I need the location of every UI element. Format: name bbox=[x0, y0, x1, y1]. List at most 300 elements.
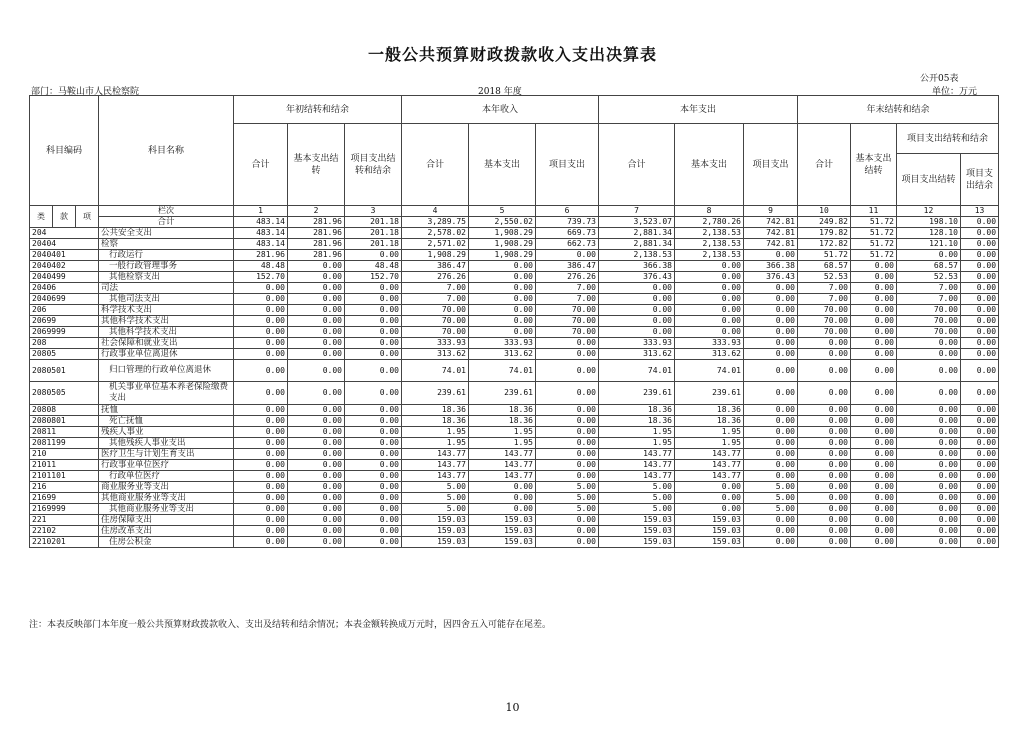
subject-name: 住房公积金 bbox=[99, 537, 234, 548]
subject-code: 2101101 bbox=[30, 471, 99, 482]
value-cell: 0.00 bbox=[851, 526, 897, 537]
value-cell: 0.00 bbox=[897, 504, 961, 515]
value-cell: 18.36 bbox=[599, 405, 675, 416]
header-basic: 基本支出 bbox=[469, 124, 536, 206]
table-row bbox=[30, 261, 999, 272]
table-row bbox=[30, 283, 999, 294]
value-cell: 128.10 bbox=[897, 228, 961, 239]
subject-name: 行政单位医疗 bbox=[99, 471, 234, 482]
value-cell: 0.00 bbox=[234, 305, 288, 316]
value-cell: 0.00 bbox=[288, 427, 345, 438]
value-cell: 0.00 bbox=[345, 283, 402, 294]
value-cell: 239.61 bbox=[599, 382, 675, 405]
value-cell: 0.00 bbox=[851, 493, 897, 504]
value-cell: 48.48 bbox=[234, 261, 288, 272]
value-cell: 376.43 bbox=[744, 272, 798, 283]
table-row bbox=[30, 382, 999, 405]
value-cell: 0.00 bbox=[599, 305, 675, 316]
value-cell: 143.77 bbox=[599, 449, 675, 460]
value-cell: 1.95 bbox=[599, 438, 675, 449]
value-cell: 0.00 bbox=[961, 471, 999, 482]
table-row bbox=[30, 338, 999, 349]
value-cell: 159.03 bbox=[675, 515, 744, 526]
subject-name: 行政事业单位离退休 bbox=[99, 349, 234, 360]
value-cell: 276.26 bbox=[536, 272, 599, 283]
subject-name: 归口管理的行政单位离退休 bbox=[99, 360, 234, 382]
table-row bbox=[30, 427, 999, 438]
subject-code: 22102 bbox=[30, 526, 99, 537]
value-cell: 366.38 bbox=[744, 261, 798, 272]
value-cell: 0.00 bbox=[234, 427, 288, 438]
value-cell: 70.00 bbox=[897, 305, 961, 316]
subject-code: 21011 bbox=[30, 460, 99, 471]
value-cell: 0.00 bbox=[234, 382, 288, 405]
document-title: 一般公共预算财政拨款收入支出决算表 bbox=[367, 45, 657, 64]
value-cell: 0.00 bbox=[345, 294, 402, 305]
value-cell: 0.00 bbox=[961, 382, 999, 405]
value-cell: 0.00 bbox=[851, 338, 897, 349]
value-cell: 0.00 bbox=[798, 405, 851, 416]
value-cell: 179.82 bbox=[798, 228, 851, 239]
value-cell: 1.95 bbox=[402, 427, 469, 438]
col-number: 11 bbox=[851, 206, 897, 217]
value-cell: 5.00 bbox=[744, 504, 798, 515]
value-cell: 5.00 bbox=[536, 504, 599, 515]
value-cell: 159.03 bbox=[599, 526, 675, 537]
value-cell: 0.00 bbox=[897, 515, 961, 526]
value-cell: 159.03 bbox=[402, 515, 469, 526]
value-cell: 0.00 bbox=[798, 382, 851, 405]
value-cell: 0.00 bbox=[897, 250, 961, 261]
value-cell: 0.00 bbox=[469, 283, 536, 294]
subject-name: 一般行政管理事务 bbox=[99, 261, 234, 272]
value-cell: 18.36 bbox=[599, 416, 675, 427]
value-cell: 1.95 bbox=[469, 427, 536, 438]
value-cell: 0.00 bbox=[851, 272, 897, 283]
value-cell: 0.00 bbox=[345, 493, 402, 504]
value-cell: 0.00 bbox=[675, 283, 744, 294]
subject-name: 行政事业单位医疗 bbox=[99, 460, 234, 471]
subject-code: 2080501 bbox=[30, 360, 99, 382]
value-cell: 70.00 bbox=[536, 305, 599, 316]
table-row bbox=[30, 316, 999, 327]
value-cell: 0.00 bbox=[469, 272, 536, 283]
value-cell: 0.00 bbox=[851, 449, 897, 460]
subject-code: 21699 bbox=[30, 493, 99, 504]
value-cell: 121.10 bbox=[897, 239, 961, 250]
value-cell: 143.77 bbox=[469, 460, 536, 471]
subject-code: 20406 bbox=[30, 283, 99, 294]
fiscal-year: 2018 年度 bbox=[478, 87, 522, 97]
value-cell: 159.03 bbox=[402, 526, 469, 537]
value-cell: 0.00 bbox=[851, 382, 897, 405]
header-project-carry: 项目支出结转和结余 bbox=[345, 124, 402, 206]
value-cell: 0.00 bbox=[345, 416, 402, 427]
table-row bbox=[30, 360, 999, 382]
value-cell: 0.00 bbox=[234, 449, 288, 460]
table-row bbox=[30, 493, 999, 504]
total-cell: 0.00 bbox=[961, 217, 999, 228]
value-cell: 0.00 bbox=[675, 327, 744, 338]
value-cell: 0.00 bbox=[798, 438, 851, 449]
value-cell: 0.00 bbox=[234, 526, 288, 537]
value-cell: 7.00 bbox=[402, 294, 469, 305]
header-project: 项目支出 bbox=[744, 124, 798, 206]
subject-code: 2069999 bbox=[30, 327, 99, 338]
table-row bbox=[30, 294, 999, 305]
value-cell: 0.00 bbox=[851, 515, 897, 526]
table-row bbox=[30, 327, 999, 338]
value-cell: 0.00 bbox=[744, 471, 798, 482]
header-xiang: 项 bbox=[76, 206, 99, 228]
table-row bbox=[30, 405, 999, 416]
value-cell: 742.81 bbox=[744, 239, 798, 250]
total-cell: 3,523.07 bbox=[599, 217, 675, 228]
subject-name: 公共安全支出 bbox=[99, 228, 234, 239]
value-cell: 143.77 bbox=[675, 460, 744, 471]
value-cell: 662.73 bbox=[536, 239, 599, 250]
value-cell: 68.57 bbox=[897, 261, 961, 272]
value-cell: 0.00 bbox=[798, 449, 851, 460]
value-cell: 143.77 bbox=[402, 449, 469, 460]
value-cell: 0.00 bbox=[897, 338, 961, 349]
header-group-income: 本年收入 bbox=[402, 96, 599, 124]
subject-code: 2040499 bbox=[30, 272, 99, 283]
value-cell: 0.00 bbox=[851, 327, 897, 338]
value-cell: 313.62 bbox=[469, 349, 536, 360]
header-basic: 基本支出 bbox=[675, 124, 744, 206]
value-cell: 0.00 bbox=[744, 250, 798, 261]
value-cell: 0.00 bbox=[961, 482, 999, 493]
table-row bbox=[30, 515, 999, 526]
value-cell: 7.00 bbox=[536, 294, 599, 305]
value-cell: 0.00 bbox=[961, 349, 999, 360]
subject-name: 其他商业服务业等支出 bbox=[99, 493, 234, 504]
value-cell: 0.00 bbox=[536, 449, 599, 460]
value-cell: 0.00 bbox=[234, 338, 288, 349]
value-cell: 333.93 bbox=[469, 338, 536, 349]
value-cell: 0.00 bbox=[744, 327, 798, 338]
value-cell: 2,881.34 bbox=[599, 239, 675, 250]
value-cell: 1,908.29 bbox=[469, 250, 536, 261]
value-cell: 70.00 bbox=[897, 316, 961, 327]
value-cell: 0.00 bbox=[961, 504, 999, 515]
value-cell: 0.00 bbox=[897, 360, 961, 382]
value-cell: 0.00 bbox=[897, 405, 961, 416]
value-cell: 70.00 bbox=[402, 316, 469, 327]
value-cell: 0.00 bbox=[469, 316, 536, 327]
value-cell: 74.01 bbox=[675, 360, 744, 382]
value-cell: 0.00 bbox=[744, 316, 798, 327]
value-cell: 5.00 bbox=[744, 482, 798, 493]
table-row bbox=[30, 537, 999, 548]
value-cell: 7.00 bbox=[897, 283, 961, 294]
value-cell: 0.00 bbox=[961, 228, 999, 239]
value-cell: 0.00 bbox=[234, 405, 288, 416]
value-cell: 0.00 bbox=[288, 482, 345, 493]
value-cell: 0.00 bbox=[288, 294, 345, 305]
col-number: 10 bbox=[798, 206, 851, 217]
subject-name: 其他商业服务业等支出 bbox=[99, 504, 234, 515]
value-cell: 0.00 bbox=[234, 416, 288, 427]
value-cell: 0.00 bbox=[536, 338, 599, 349]
subject-name: 社会保障和就业支出 bbox=[99, 338, 234, 349]
value-cell: 333.93 bbox=[675, 338, 744, 349]
value-cell: 0.00 bbox=[744, 416, 798, 427]
value-cell: 143.77 bbox=[469, 471, 536, 482]
subject-code: 20808 bbox=[30, 405, 99, 416]
subject-name: 其他残疾人事业支出 bbox=[99, 438, 234, 449]
value-cell: 7.00 bbox=[897, 294, 961, 305]
value-cell: 0.00 bbox=[744, 460, 798, 471]
value-cell: 0.00 bbox=[288, 338, 345, 349]
header-total: 合计 bbox=[599, 124, 675, 206]
subject-code: 2210201 bbox=[30, 537, 99, 548]
value-cell: 0.00 bbox=[345, 427, 402, 438]
total-label: 合计 bbox=[99, 217, 234, 228]
subject-name: 住房改革支出 bbox=[99, 526, 234, 537]
value-cell: 201.18 bbox=[345, 239, 402, 250]
value-cell: 0.00 bbox=[288, 327, 345, 338]
header-project-carry-sub: 项目支出结转 bbox=[897, 154, 961, 206]
subject-name: 机关事业单位基本养老保险缴费支出 bbox=[99, 382, 234, 405]
value-cell: 143.77 bbox=[675, 449, 744, 460]
value-cell: 0.00 bbox=[288, 305, 345, 316]
header-code: 科目编码 bbox=[30, 96, 99, 206]
value-cell: 0.00 bbox=[288, 349, 345, 360]
value-cell: 70.00 bbox=[798, 316, 851, 327]
subject-code: 2169999 bbox=[30, 504, 99, 515]
value-cell: 48.48 bbox=[345, 261, 402, 272]
value-cell: 0.00 bbox=[897, 493, 961, 504]
value-cell: 0.00 bbox=[851, 438, 897, 449]
value-cell: 0.00 bbox=[536, 427, 599, 438]
table-row bbox=[30, 239, 999, 250]
value-cell: 0.00 bbox=[961, 239, 999, 250]
value-cell: 70.00 bbox=[798, 305, 851, 316]
value-cell: 0.00 bbox=[961, 360, 999, 382]
value-cell: 0.00 bbox=[851, 283, 897, 294]
value-cell: 159.03 bbox=[675, 537, 744, 548]
value-cell: 366.38 bbox=[599, 261, 675, 272]
value-cell: 313.62 bbox=[402, 349, 469, 360]
header-basic-carry: 基本支出结转 bbox=[288, 124, 345, 206]
col-number: 4 bbox=[402, 206, 469, 217]
subject-code: 20699 bbox=[30, 316, 99, 327]
value-cell: 159.03 bbox=[469, 515, 536, 526]
value-cell: 143.77 bbox=[599, 471, 675, 482]
value-cell: 159.03 bbox=[599, 515, 675, 526]
table-row bbox=[30, 526, 999, 537]
value-cell: 0.00 bbox=[961, 493, 999, 504]
value-cell: 1,908.29 bbox=[469, 239, 536, 250]
col-number: 1 bbox=[234, 206, 288, 217]
value-cell: 0.00 bbox=[744, 449, 798, 460]
value-cell: 0.00 bbox=[851, 537, 897, 548]
value-cell: 0.00 bbox=[288, 537, 345, 548]
value-cell: 0.00 bbox=[536, 471, 599, 482]
value-cell: 0.00 bbox=[536, 405, 599, 416]
value-cell: 159.03 bbox=[675, 526, 744, 537]
value-cell: 143.77 bbox=[675, 471, 744, 482]
value-cell: 2,138.53 bbox=[675, 250, 744, 261]
value-cell: 0.00 bbox=[961, 327, 999, 338]
subject-code: 2081199 bbox=[30, 438, 99, 449]
subject-code: 2080801 bbox=[30, 416, 99, 427]
value-cell: 0.00 bbox=[961, 449, 999, 460]
value-cell: 1.95 bbox=[402, 438, 469, 449]
col-number: 5 bbox=[469, 206, 536, 217]
col-number: 13 bbox=[961, 206, 999, 217]
subject-code: 221 bbox=[30, 515, 99, 526]
value-cell: 0.00 bbox=[234, 460, 288, 471]
value-cell: 0.00 bbox=[234, 360, 288, 382]
value-cell: 0.00 bbox=[345, 360, 402, 382]
total-cell: 249.82 bbox=[798, 217, 851, 228]
subject-code: 20805 bbox=[30, 349, 99, 360]
value-cell: 2,138.53 bbox=[599, 250, 675, 261]
value-cell: 5.00 bbox=[402, 504, 469, 515]
total-row bbox=[30, 217, 999, 228]
value-cell: 0.00 bbox=[798, 416, 851, 427]
value-cell: 0.00 bbox=[288, 316, 345, 327]
value-cell: 5.00 bbox=[402, 482, 469, 493]
subject-code: 2040401 bbox=[30, 250, 99, 261]
value-cell: 159.03 bbox=[402, 537, 469, 548]
subject-code: 204 bbox=[30, 228, 99, 239]
value-cell: 0.00 bbox=[345, 405, 402, 416]
value-cell: 0.00 bbox=[234, 504, 288, 515]
value-cell: 0.00 bbox=[599, 327, 675, 338]
value-cell: 143.77 bbox=[469, 449, 536, 460]
value-cell: 0.00 bbox=[744, 283, 798, 294]
value-cell: 0.00 bbox=[897, 438, 961, 449]
unit-label: 单位：万元 bbox=[932, 87, 978, 97]
value-cell: 5.00 bbox=[536, 482, 599, 493]
value-cell: 5.00 bbox=[402, 493, 469, 504]
value-cell: 239.61 bbox=[469, 382, 536, 405]
value-cell: 281.96 bbox=[288, 228, 345, 239]
value-cell: 0.00 bbox=[536, 438, 599, 449]
value-cell: 0.00 bbox=[345, 460, 402, 471]
value-cell: 0.00 bbox=[851, 460, 897, 471]
subject-name: 检察 bbox=[99, 239, 234, 250]
value-cell: 18.36 bbox=[402, 405, 469, 416]
value-cell: 2,881.34 bbox=[599, 228, 675, 239]
value-cell: 0.00 bbox=[345, 382, 402, 405]
budget-table bbox=[29, 95, 999, 548]
value-cell: 0.00 bbox=[744, 360, 798, 382]
value-cell: 0.00 bbox=[961, 515, 999, 526]
value-cell: 0.00 bbox=[851, 305, 897, 316]
value-cell: 0.00 bbox=[345, 305, 402, 316]
value-cell: 0.00 bbox=[234, 493, 288, 504]
value-cell: 0.00 bbox=[536, 515, 599, 526]
value-cell: 0.00 bbox=[798, 349, 851, 360]
value-cell: 18.36 bbox=[675, 416, 744, 427]
total-cell: 3,289.75 bbox=[402, 217, 469, 228]
value-cell: 51.72 bbox=[851, 239, 897, 250]
value-cell: 5.00 bbox=[744, 493, 798, 504]
value-cell: 0.00 bbox=[345, 250, 402, 261]
value-cell: 0.00 bbox=[234, 349, 288, 360]
value-cell: 376.43 bbox=[599, 272, 675, 283]
table-row bbox=[30, 416, 999, 427]
value-cell: 70.00 bbox=[897, 327, 961, 338]
value-cell: 0.00 bbox=[851, 427, 897, 438]
table-row bbox=[30, 449, 999, 460]
value-cell: 386.47 bbox=[536, 261, 599, 272]
value-cell: 0.00 bbox=[288, 449, 345, 460]
header-lanci: 栏次 bbox=[99, 206, 234, 217]
value-cell: 0.00 bbox=[961, 283, 999, 294]
value-cell: 0.00 bbox=[897, 416, 961, 427]
header-project-surplus-sub: 项目支出结余 bbox=[961, 154, 999, 206]
value-cell: 0.00 bbox=[345, 515, 402, 526]
value-cell: 0.00 bbox=[234, 283, 288, 294]
value-cell: 0.00 bbox=[798, 338, 851, 349]
value-cell: 52.53 bbox=[798, 272, 851, 283]
value-cell: 5.00 bbox=[599, 504, 675, 515]
value-cell: 0.00 bbox=[345, 449, 402, 460]
header-group-closing: 年末结转和结余 bbox=[798, 96, 999, 124]
value-cell: 0.00 bbox=[744, 305, 798, 316]
value-cell: 0.00 bbox=[234, 294, 288, 305]
value-cell: 0.00 bbox=[961, 316, 999, 327]
value-cell: 239.61 bbox=[402, 382, 469, 405]
table-row bbox=[30, 504, 999, 515]
value-cell: 0.00 bbox=[851, 504, 897, 515]
header-group-opening: 年初结转和结余 bbox=[234, 96, 402, 124]
table-row bbox=[30, 438, 999, 449]
value-cell: 152.70 bbox=[345, 272, 402, 283]
value-cell: 0.00 bbox=[536, 416, 599, 427]
value-cell: 0.00 bbox=[897, 482, 961, 493]
value-cell: 0.00 bbox=[234, 438, 288, 449]
value-cell: 0.00 bbox=[288, 515, 345, 526]
value-cell: 0.00 bbox=[288, 272, 345, 283]
value-cell: 0.00 bbox=[798, 460, 851, 471]
value-cell: 1.95 bbox=[675, 427, 744, 438]
value-cell: 18.36 bbox=[469, 416, 536, 427]
value-cell: 0.00 bbox=[798, 360, 851, 382]
value-cell: 0.00 bbox=[288, 460, 345, 471]
value-cell: 18.36 bbox=[469, 405, 536, 416]
value-cell: 18.36 bbox=[402, 416, 469, 427]
value-cell: 0.00 bbox=[469, 493, 536, 504]
value-cell: 0.00 bbox=[798, 471, 851, 482]
value-cell: 74.01 bbox=[469, 360, 536, 382]
value-cell: 5.00 bbox=[599, 493, 675, 504]
value-cell: 0.00 bbox=[961, 250, 999, 261]
value-cell: 0.00 bbox=[288, 261, 345, 272]
subject-code: 206 bbox=[30, 305, 99, 316]
value-cell: 0.00 bbox=[897, 526, 961, 537]
value-cell: 0.00 bbox=[851, 294, 897, 305]
value-cell: 0.00 bbox=[345, 537, 402, 548]
value-cell: 0.00 bbox=[851, 261, 897, 272]
subject-code: 2040699 bbox=[30, 294, 99, 305]
value-cell: 0.00 bbox=[897, 537, 961, 548]
department-label: 部门：马鞍山市人民检察院 bbox=[31, 87, 140, 97]
value-cell: 0.00 bbox=[234, 327, 288, 338]
table-row bbox=[30, 471, 999, 482]
value-cell: 0.00 bbox=[744, 537, 798, 548]
subject-name: 其他检察支出 bbox=[99, 272, 234, 283]
subject-code: 20404 bbox=[30, 239, 99, 250]
value-cell: 0.00 bbox=[469, 305, 536, 316]
value-cell: 0.00 bbox=[744, 438, 798, 449]
